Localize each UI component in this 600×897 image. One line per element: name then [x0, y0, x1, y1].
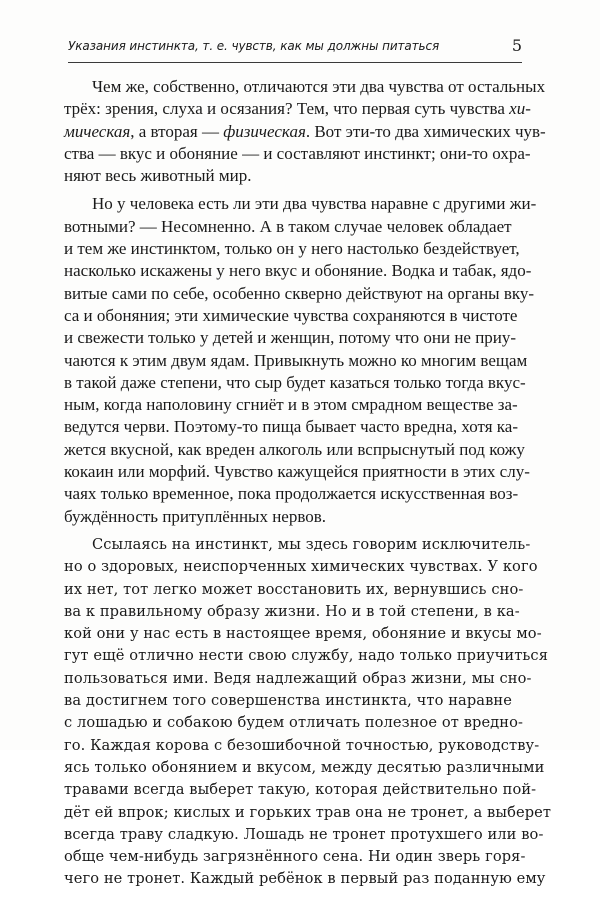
text-line: ным, когда наполовину сгниёт и в этом смрадном веществе за- — [64, 395, 518, 415]
text-line: в такой даже степени, что сыр будет казаться только тогда вкус- — [64, 372, 526, 392]
text-line: Но у человека есть ли эти два чувства наравне с другими жи- — [92, 194, 537, 214]
paragraph-1 — [64, 76, 546, 187]
text-line: их нет, тот легко может восстановить их, вернувшись сно- — [64, 580, 524, 598]
line-text: , а вторая — — [130, 121, 224, 141]
text-line: ва достигнем того совершенства инстинкта, что наравне — [64, 692, 512, 710]
text-line: ства — вкус и обоняние — и составляют инстинкт; они-то охра- — [64, 143, 531, 163]
italic-term: хи- — [509, 99, 531, 119]
text-line: кой они у нас есть в настоящее время, обоняние и вкусы мо- — [64, 625, 542, 643]
text-line: вотными? — Несомненно. А в таком случае человек обладает — [64, 216, 512, 236]
text-line: чаях только временное, пока продолжается искусственная воз- — [64, 484, 519, 504]
text-line: ясь только обонянием и вкусом, между десятью различными — [64, 758, 545, 776]
text-line: дёт ей впрок; кислых и горьких трав она не тронет, а выберет — [64, 803, 552, 821]
text-line: насколько искажены у него вкус и обоняние. Водка и табак, ядо- — [64, 261, 532, 281]
text-line: с лошадью и собакою будем отличать полезное от вредно- — [64, 714, 524, 732]
text-line: и свежести только у детей и женщин, потому что они не приу- — [64, 328, 517, 348]
text-line: гут ещё отлично нести свою службу, надо только приучиться — [64, 647, 549, 665]
line-text: трёх: зрения, слуха и осязания? Тем, что первая суть чувства — [64, 99, 510, 119]
italic-term: мическая — [64, 121, 131, 141]
text-line: и тем же инстинктом, только он у него настолько бездействует, — [64, 239, 520, 259]
running-title: Указания инстинкта, т. е. чувств, как мы должны питаться — [68, 39, 440, 53]
paragraph-2 — [64, 193, 537, 527]
text-line: го. Каждая корова с безошибочной точностью, руководству- — [64, 736, 540, 754]
text-line: но о здоровых, неиспорченных химических чувствах. У кого — [64, 558, 538, 576]
italic-term: физическая — [223, 121, 306, 141]
text-line: Чем же, собственно, отличаются эти два чувства от остальных — [92, 77, 546, 96]
text-line: Ссылаясь на инстинкт, мы здесь говорим исключитель- — [92, 535, 531, 553]
text-line: кокаин или морфий. Чувство кажущейся приятности в этих слу- — [64, 462, 530, 482]
text-line: травами всегда выберет такую, которая действительно пой- — [64, 781, 537, 799]
text-line: обще чем-нибудь загрязнённого сена. Ни один зверь горя- — [64, 848, 526, 866]
text-line: са и обоняния; эти химические чувства сохраняются в чистоте — [64, 305, 518, 325]
page-number: 5 — [511, 36, 522, 55]
line-text: . Вот эти-то два химических чув- — [305, 121, 546, 141]
body-text — [64, 76, 552, 897]
text-line — [64, 121, 546, 143]
header-rule — [68, 62, 522, 63]
running-header — [68, 36, 522, 60]
text-line: чаются к этим двум ядам. Привыкнуть можно ко многим вещам — [64, 350, 528, 370]
paragraph-3 — [64, 534, 552, 891]
text-line: витые сами по себе, особенно скверно действуют на органы вку- — [64, 283, 535, 303]
text-line: няют весь животный мир. — [64, 166, 252, 186]
text-line — [64, 98, 531, 120]
text-line: буждённость притуплённых нервов. — [64, 506, 327, 526]
text-line: ведутся черви. Поэтому-то пища бывает часто вредна, хотя ка- — [64, 417, 518, 437]
text-line: пользоваться ими. Ведя надлежащий образ жизни, мы сно- — [64, 669, 532, 687]
text-line: ва к правильному образу жизни. Но и в той степени, в ка- — [64, 602, 520, 620]
text-line: всегда траву сладкую. Лошадь не тронет протухшего или во- — [64, 825, 544, 843]
text-line: чего не тронет. Каждый ребёнок в первый раз поданную ему — [64, 870, 546, 888]
text-line: жется вкусной, как вреден алкоголь или вспрыснутый под кожу — [64, 439, 525, 459]
